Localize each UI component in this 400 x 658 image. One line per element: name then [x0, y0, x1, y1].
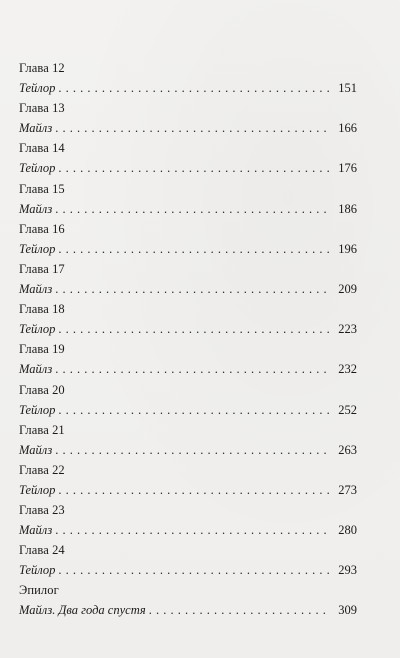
toc-entry	[19, 98, 357, 138]
toc-entry	[19, 58, 357, 98]
page-number: 280	[338, 523, 357, 538]
narrator-name: Майлз	[19, 442, 53, 457]
narrator-name: Тейлор	[19, 161, 56, 176]
page-number: 309	[338, 603, 357, 618]
toc-entry	[19, 179, 357, 219]
chapter-title: Глава 17	[19, 261, 65, 276]
page-number: 232	[338, 362, 357, 377]
narrator-name: Тейлор	[19, 402, 56, 417]
toc-line	[19, 279, 357, 299]
toc-line	[19, 158, 357, 178]
page-number: 263	[338, 442, 357, 457]
toc-line	[19, 239, 357, 259]
dot-leader	[149, 600, 329, 620]
narrator-name: Тейлор	[19, 81, 56, 95]
toc-line	[19, 78, 357, 98]
dot-leader	[58, 78, 329, 98]
chapter-title: Глава 14	[19, 141, 65, 156]
narrator-name: Тейлор	[19, 563, 56, 578]
page-number: 196	[338, 241, 357, 256]
chapter-title: Глава 20	[19, 382, 65, 397]
narrator-name: Майлз	[19, 281, 53, 296]
toc-entry	[19, 219, 357, 259]
toc-line	[19, 520, 357, 540]
dot-leader	[58, 319, 329, 339]
chapter-title: Эпилог	[19, 583, 59, 598]
toc-entry	[19, 420, 357, 460]
page-number: 176	[338, 161, 357, 176]
dot-leader	[58, 239, 329, 259]
page-number: 209	[338, 281, 357, 296]
chapter-title: Глава 24	[19, 543, 65, 558]
narrator-name: Майлз	[19, 201, 53, 216]
chapter-title: Глава 15	[19, 181, 65, 196]
toc-entry	[19, 299, 357, 339]
toc-line	[19, 560, 357, 580]
narrator-name: Майлз. Два года спустя	[19, 603, 146, 618]
toc-line	[19, 199, 357, 219]
narrator-name: Тейлор	[19, 322, 56, 337]
toc-entry	[19, 138, 357, 178]
dot-leader	[55, 279, 329, 299]
page-number: 186	[338, 201, 357, 216]
chapter-title: Глава 12	[19, 61, 65, 75]
narrator-name: Майлз	[19, 121, 53, 136]
page-number: 252	[338, 402, 357, 417]
narrator-name: Майлз	[19, 523, 53, 538]
toc-line	[19, 400, 357, 420]
narrator-name: Майлз	[19, 362, 53, 377]
narrator-name: Тейлор	[19, 482, 56, 497]
toc-entry	[19, 460, 357, 500]
chapter-title: Глава 18	[19, 302, 65, 317]
chapter-title: Глава 23	[19, 503, 65, 518]
toc-line	[19, 480, 357, 500]
dot-leader	[55, 118, 329, 138]
toc-entry	[19, 259, 357, 299]
dot-leader	[55, 520, 329, 540]
toc-entry	[19, 540, 357, 580]
page-number: 166	[338, 121, 357, 136]
toc-entry	[19, 339, 357, 379]
page-number: 223	[338, 322, 357, 337]
dot-leader	[55, 440, 329, 460]
toc-line	[19, 359, 357, 379]
toc-line	[19, 440, 357, 460]
chapter-title: Глава 19	[19, 342, 65, 357]
page-number: 293	[338, 563, 357, 578]
narrator-name: Тейлор	[19, 241, 56, 256]
toc-entry	[19, 500, 357, 540]
chapter-title: Глава 16	[19, 221, 65, 236]
page-number: 151	[338, 81, 357, 95]
toc-line	[19, 319, 357, 339]
toc-entry	[19, 380, 357, 420]
chapter-title: Глава 13	[19, 101, 65, 116]
dot-leader	[58, 480, 329, 500]
chapter-title: Глава 22	[19, 462, 65, 477]
page-number: 273	[338, 482, 357, 497]
toc-line	[19, 600, 357, 620]
dot-leader	[55, 199, 329, 219]
dot-leader	[58, 158, 329, 178]
chapter-title: Глава 21	[19, 422, 65, 437]
table-of-contents	[19, 58, 357, 621]
dot-leader	[55, 359, 329, 379]
dot-leader	[58, 400, 329, 420]
toc-line	[19, 118, 357, 138]
dot-leader	[58, 560, 329, 580]
toc-entry	[19, 580, 357, 620]
